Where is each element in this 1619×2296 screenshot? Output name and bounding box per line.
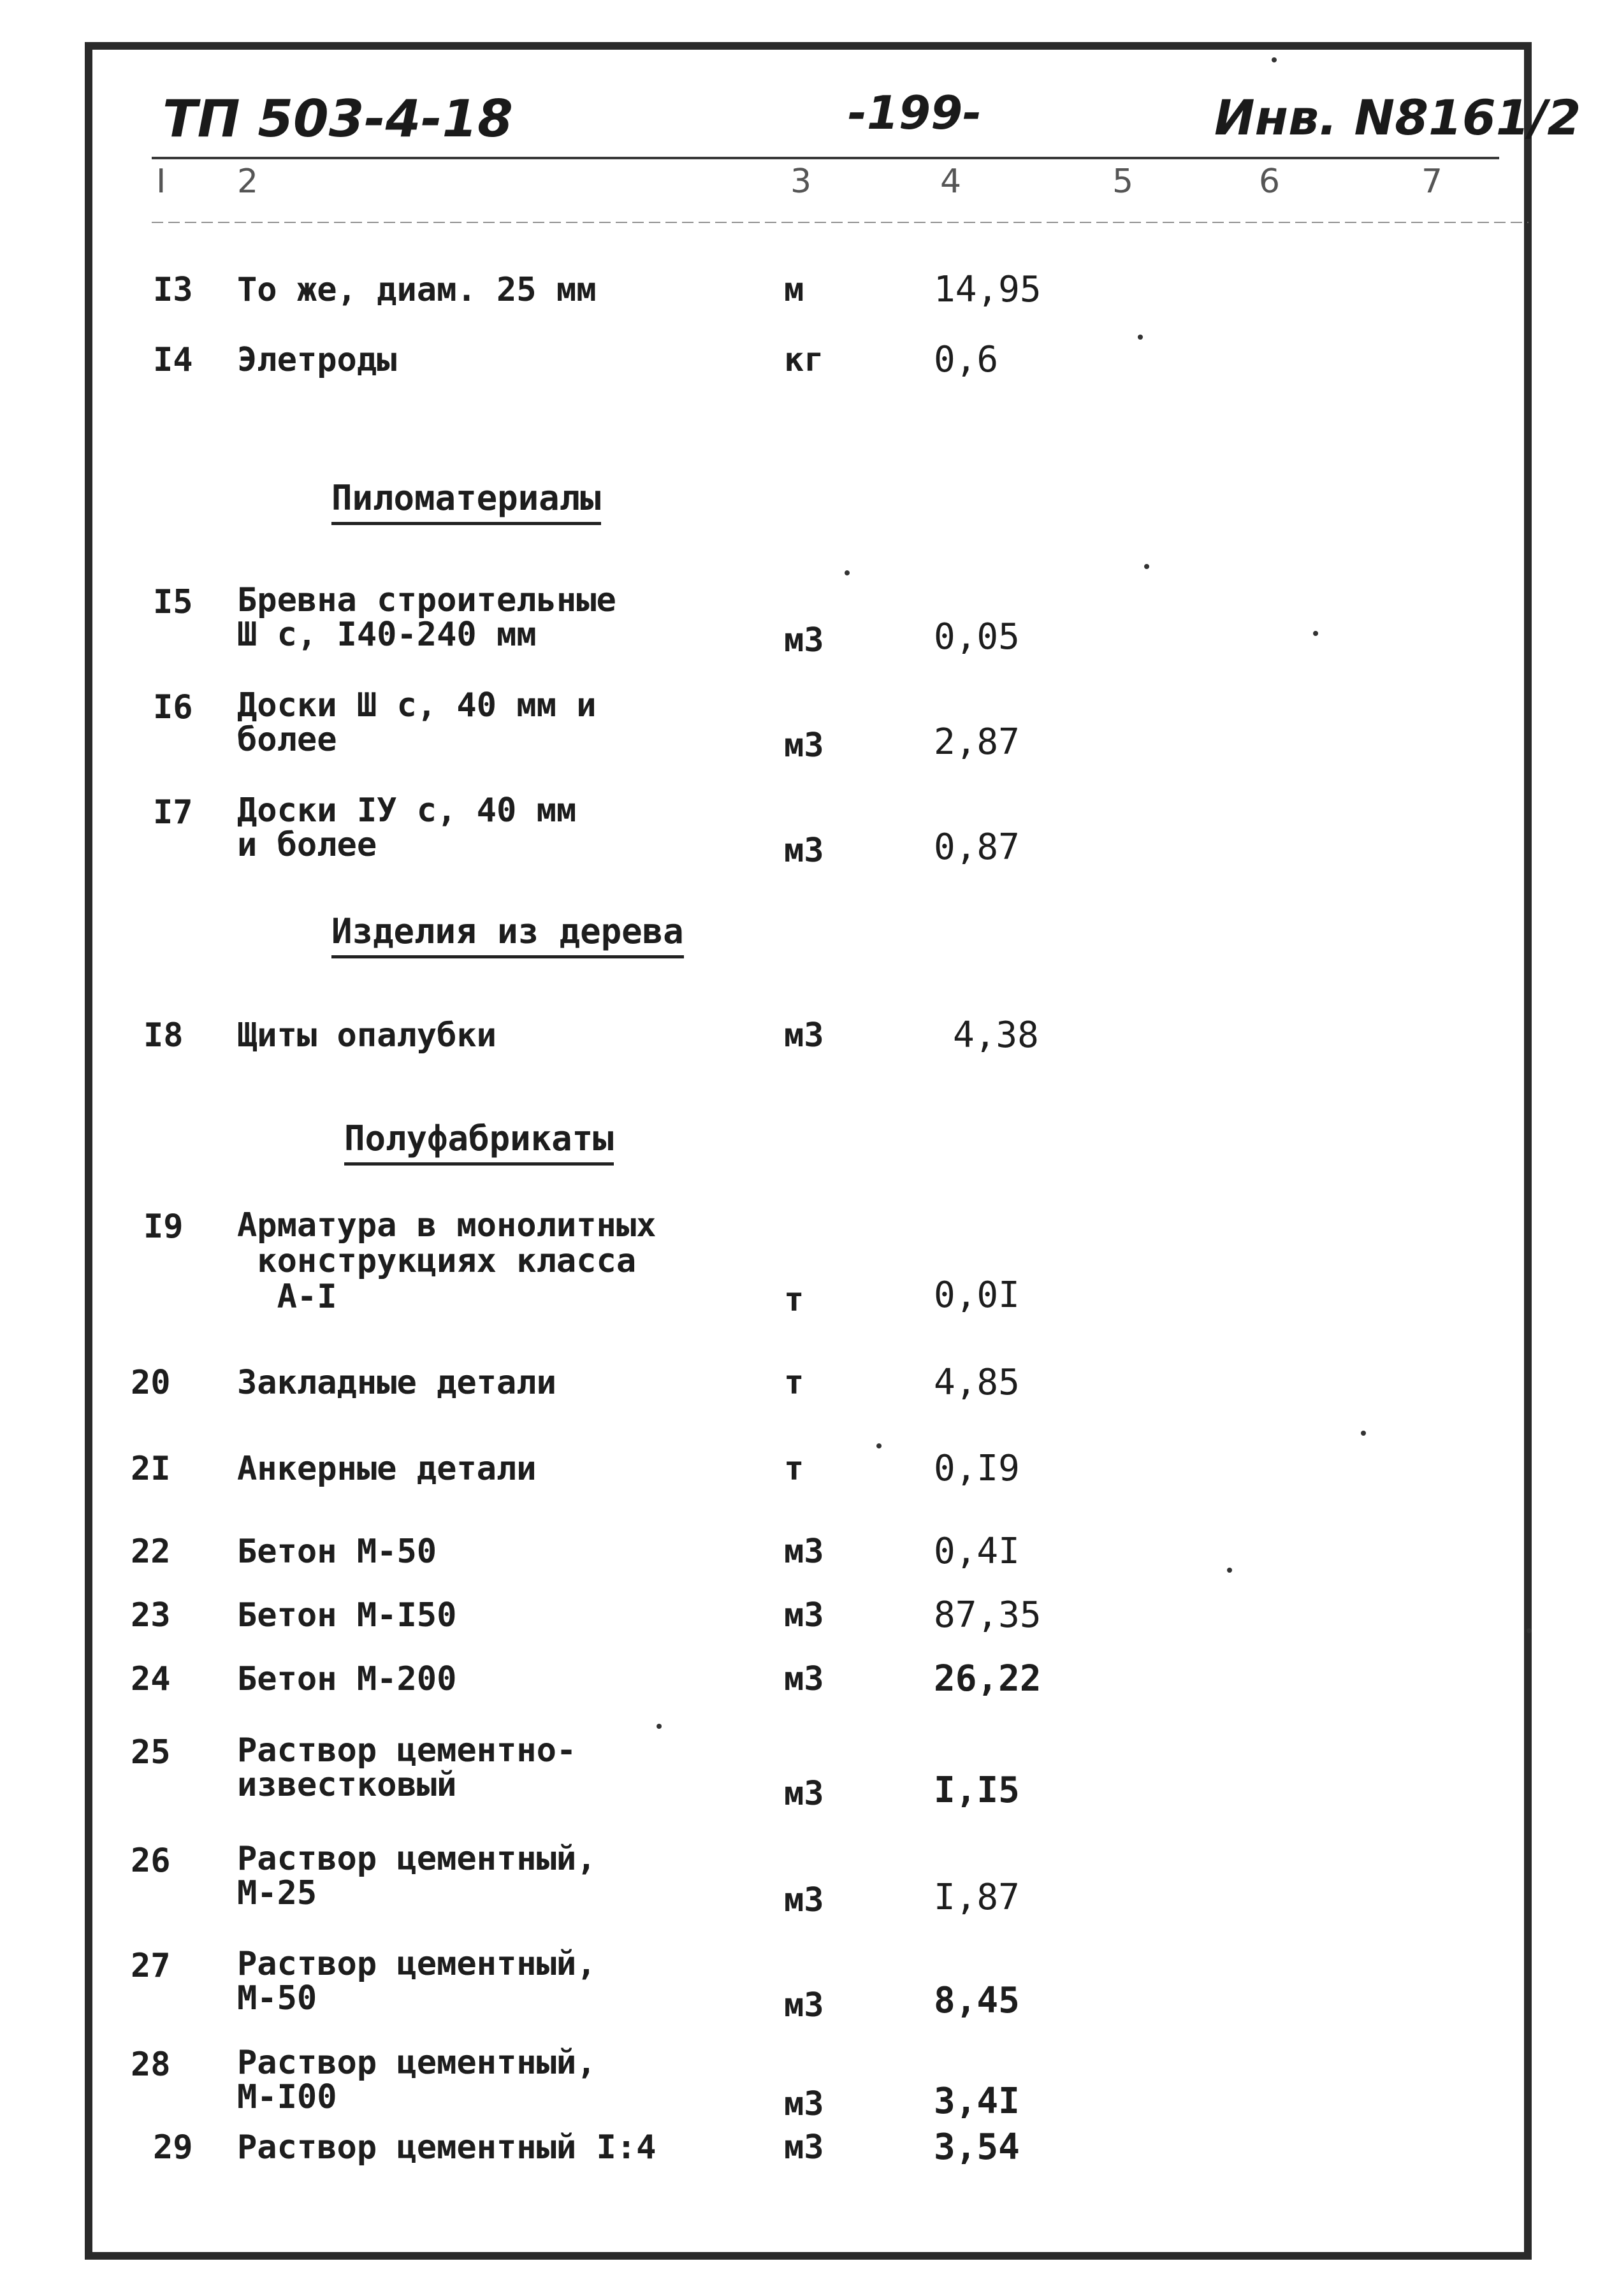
item-quantity: 3,54 (934, 2126, 1020, 2168)
column-number: 4 (940, 162, 962, 201)
column-header-rule (152, 222, 1528, 223)
row-number: I8 (143, 1016, 184, 1055)
section-heading: Пиломатериалы (331, 478, 601, 525)
scan-speck (1313, 631, 1318, 636)
row-number: I6 (153, 688, 193, 726)
item-name: Раствор цементный, М-I00 (237, 2044, 597, 2116)
item-name: Щиты опалубки (237, 1016, 497, 1055)
item-name: Бревна строительные Ш с, I40-240 мм (237, 581, 616, 654)
item-unit: м3 (784, 2085, 824, 2123)
item-name: Элетроды (237, 341, 397, 379)
row-number: 22 (131, 1533, 171, 1571)
row-number: 20 (131, 1364, 171, 1402)
item-quantity: 0,0I (934, 1274, 1020, 1316)
row-number: I9 (143, 1208, 184, 1246)
scan-speck (1144, 564, 1149, 569)
section-heading: Изделия из дерева (331, 911, 684, 958)
column-number: 3 (790, 162, 812, 201)
item-name: Закладные детали (237, 1364, 556, 1402)
item-name: Доски Ш с, 40 мм и более (237, 686, 597, 759)
item-unit: м3 (784, 1881, 824, 1919)
row-number: I7 (153, 793, 193, 832)
row-number: 26 (131, 1842, 171, 1880)
item-name: Анкерные детали (237, 1450, 537, 1488)
item-name: Бетон М-50 (237, 1533, 437, 1571)
section-heading: Полуфабрикаты (344, 1118, 614, 1166)
header-rule (152, 157, 1499, 159)
item-quantity: 26,22 (934, 1658, 1042, 1700)
item-unit: м3 (784, 621, 824, 660)
item-unit: т (784, 1281, 804, 1319)
column-number: I (156, 162, 166, 201)
column-number: 6 (1259, 162, 1281, 201)
item-name: Раствор цементно- известковый (237, 1731, 577, 1804)
scan-speck (876, 1443, 882, 1448)
item-unit: м3 (784, 1775, 824, 1813)
item-quantity: 4,38 (953, 1014, 1039, 1056)
item-unit: м3 (784, 1986, 824, 2025)
item-quantity: 87,35 (934, 1594, 1042, 1636)
item-unit: м3 (784, 832, 824, 870)
row-number: 25 (131, 1733, 171, 1772)
item-name: То же, диам. 25 мм (237, 271, 597, 309)
column-number: 7 (1421, 162, 1443, 201)
item-quantity: 0,4I (934, 1531, 1020, 1572)
scan-speck (1138, 335, 1143, 340)
item-name: Раствор цементный, М-25 (237, 1840, 597, 1912)
row-number: 23 (131, 1596, 171, 1635)
row-number: I3 (153, 271, 193, 309)
item-quantity: 0,05 (934, 616, 1020, 658)
column-number: 5 (1112, 162, 1134, 201)
item-quantity: 3,4I (934, 2081, 1020, 2122)
item-unit: кг (784, 341, 824, 379)
item-name: Доски IУ с, 40 мм и более (237, 791, 577, 864)
item-quantity: 2,87 (934, 721, 1020, 763)
row-number: 28 (131, 2046, 171, 2084)
page-number: -199- (848, 86, 982, 140)
item-unit: т (784, 1450, 804, 1488)
item-name: Бетон М-I50 (237, 1596, 457, 1635)
scan-speck (1272, 57, 1277, 62)
item-quantity: I,I5 (934, 1770, 1020, 1811)
item-quantity: 0,6 (934, 339, 999, 380)
item-unit: м3 (784, 1016, 824, 1055)
row-number: 29 (153, 2128, 193, 2167)
item-quantity: 0,87 (934, 827, 1020, 868)
scan-speck (1527, 1628, 1532, 1633)
row-number: 24 (131, 1660, 171, 1698)
item-unit: м3 (784, 1596, 824, 1635)
item-unit: м3 (784, 2128, 824, 2167)
item-quantity: 0,I9 (934, 1448, 1020, 1489)
inventory-number: Инв. N8161/2 (1214, 89, 1581, 146)
row-number: I4 (153, 341, 193, 379)
item-unit: м3 (784, 1660, 824, 1698)
scan-speck (657, 1724, 662, 1729)
item-quantity: 8,45 (934, 1980, 1020, 2021)
item-unit: м3 (784, 726, 824, 765)
row-number: 27 (131, 1947, 171, 1985)
scan-speck (1227, 1568, 1232, 1573)
item-name: Раствор цементный, М-50 (237, 1945, 597, 2018)
scan-speck (1361, 1431, 1366, 1436)
column-number: 2 (237, 162, 259, 201)
item-name: Бетон М-200 (237, 1660, 457, 1698)
item-unit: м3 (784, 1533, 824, 1571)
doc-code: ТП 503-4-18 (163, 89, 513, 148)
item-unit: м (784, 271, 804, 309)
item-quantity: 4,85 (934, 1362, 1020, 1403)
item-quantity: 14,95 (934, 269, 1042, 310)
scan-speck (845, 570, 850, 575)
item-quantity: I,87 (934, 1877, 1020, 1918)
item-name: Раствор цементный I:4 (237, 2128, 657, 2167)
row-number: 2I (131, 1450, 171, 1488)
item-name: Арматура в монолитных конструкциях класса А-I (237, 1206, 657, 1316)
item-unit: т (784, 1364, 804, 1402)
row-number: I5 (153, 583, 193, 621)
